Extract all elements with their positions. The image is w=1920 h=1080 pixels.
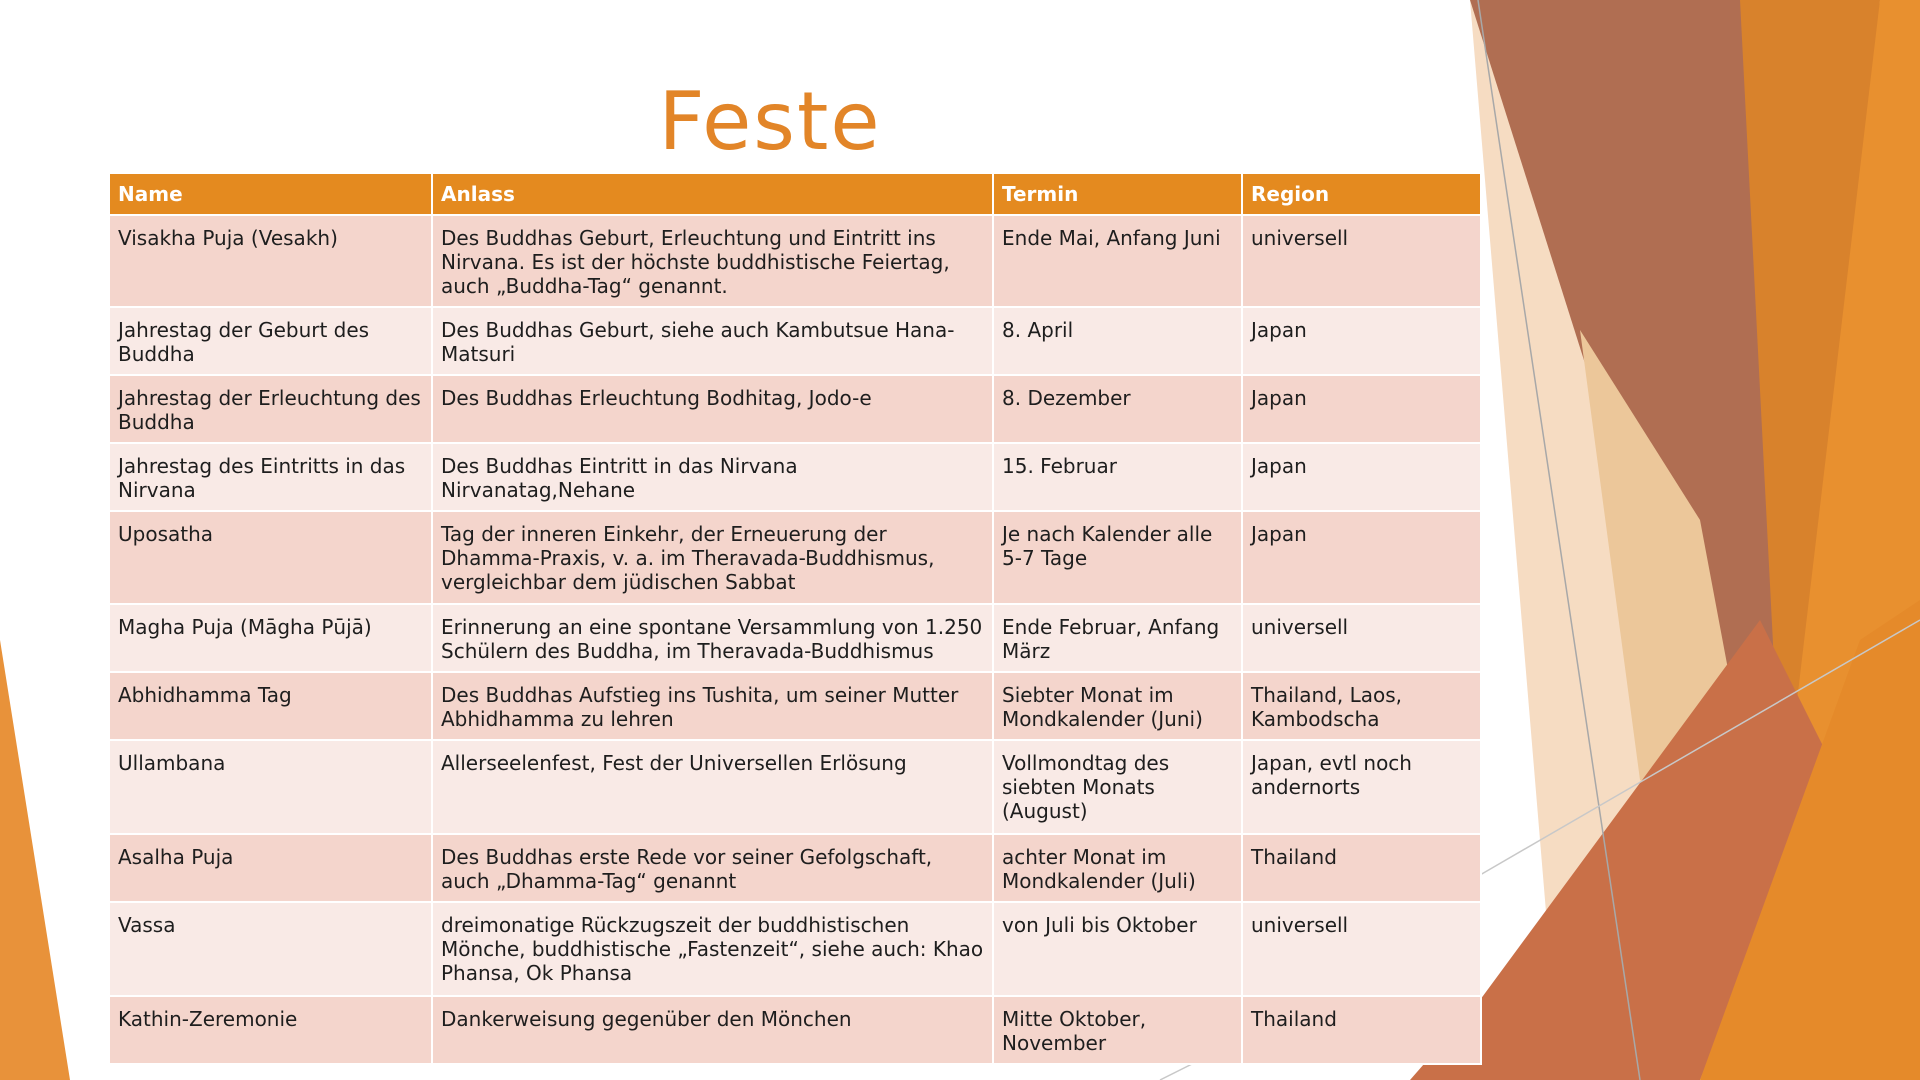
cell-termin: achter Monat im Mondkalender (Juli) (993, 834, 1242, 902)
cell-termin: Vollmondtag des siebten Monats (August) (993, 740, 1242, 834)
cell-anlass: Des Buddhas Erleuchtung Bodhitag, Jodo-e (432, 375, 993, 443)
cell-region: Japan (1242, 307, 1481, 375)
table-row (109, 902, 1481, 996)
cell-name: Abhidhamma Tag (109, 672, 432, 740)
festivals-table (108, 174, 1482, 1065)
header-anlass: Anlass (432, 174, 993, 215)
cell-name: Jahrestag der Geburt des Buddha (109, 307, 432, 375)
table-row (109, 307, 1481, 375)
cell-anlass: Des Buddhas Geburt, Erleuchtung und Eintritt ins Nirvana. Es ist der höchste buddhistische Feiertag, auch „Buddha-Tag“ genannt. (432, 215, 993, 307)
cell-name: Ullambana (109, 740, 432, 834)
cell-termin: Mitte Oktober, November (993, 996, 1242, 1064)
cell-region: universell (1242, 604, 1481, 672)
slide-title: Feste (658, 75, 882, 168)
table-header-row (109, 174, 1481, 215)
table-row (109, 375, 1481, 443)
cell-name: Vassa (109, 902, 432, 996)
cell-name: Jahrestag der Erleuchtung des Buddha (109, 375, 432, 443)
table-row (109, 604, 1481, 672)
cell-region: universell (1242, 902, 1481, 996)
cell-anlass: Erinnerung an eine spontane Versammlung von 1.250 Schülern des Buddha, im Theravada-Buddhismus (432, 604, 993, 672)
cell-anlass: Des Buddhas Geburt, siehe auch Kambutsue Hana-Matsuri (432, 307, 993, 375)
cell-termin: 15. Februar (993, 443, 1242, 511)
cell-name: Magha Puja (Māgha Pūjā) (109, 604, 432, 672)
cell-anlass: Des Buddhas Eintritt in das Nirvana Nirvanatag,Nehane (432, 443, 993, 511)
cell-name: Jahrestag des Eintritts in das Nirvana (109, 443, 432, 511)
cell-region: Japan (1242, 511, 1481, 604)
cell-anlass: dreimonatige Rückzugszeit der buddhistischen Mönche, buddhistische „Fastenzeit“, siehe auch: Khao Phansa, Ok Phansa (432, 902, 993, 996)
cell-region: Thailand, Laos, Kambodscha (1242, 672, 1481, 740)
cell-termin: von Juli bis Oktober (993, 902, 1242, 996)
cell-region: Thailand (1242, 834, 1481, 902)
cell-anlass: Allerseelenfest, Fest der Universellen Erlösung (432, 740, 993, 834)
cell-region: universell (1242, 215, 1481, 307)
cell-termin: Je nach Kalender alle 5-7 Tage (993, 511, 1242, 604)
cell-termin: Ende Februar, Anfang März (993, 604, 1242, 672)
table-row (109, 996, 1481, 1064)
cell-termin: 8. Dezember (993, 375, 1242, 443)
cell-region: Japan (1242, 375, 1481, 443)
cell-region: Japan, evtl noch andernorts (1242, 740, 1481, 834)
left-orange-shape (0, 640, 70, 1080)
cell-anlass: Tag der inneren Einkehr, der Erneuerung der Dhamma-Praxis, v. a. im Theravada-Buddhismus, vergleichbar dem jüdischen Sabbat (432, 511, 993, 604)
table-row (109, 215, 1481, 307)
table-row (109, 834, 1481, 902)
table-row (109, 672, 1481, 740)
cell-anlass: Des Buddhas erste Rede vor seiner Gefolgschaft, auch „Dhamma-Tag“ genannt (432, 834, 993, 902)
cell-anlass: Des Buddhas Aufstieg ins Tushita, um seiner Mutter Abhidhamma zu lehren (432, 672, 993, 740)
cell-termin: 8. April (993, 307, 1242, 375)
cell-name: Kathin-Zeremonie (109, 996, 432, 1064)
cell-name: Visakha Puja (Vesakh) (109, 215, 432, 307)
cell-name: Asalha Puja (109, 834, 432, 902)
header-name: Name (109, 174, 432, 215)
cell-termin: Ende Mai, Anfang Juni (993, 215, 1242, 307)
cell-anlass: Dankerweisung gegenüber den Mönchen (432, 996, 993, 1064)
header-region: Region (1242, 174, 1481, 215)
cell-region: Japan (1242, 443, 1481, 511)
cell-termin: Siebter Monat im Mondkalender (Juni) (993, 672, 1242, 740)
header-termin: Termin (993, 174, 1242, 215)
cell-name: Uposatha (109, 511, 432, 604)
cell-region: Thailand (1242, 996, 1481, 1064)
table-row (109, 443, 1481, 511)
table-row (109, 511, 1481, 604)
table-row (109, 740, 1481, 834)
